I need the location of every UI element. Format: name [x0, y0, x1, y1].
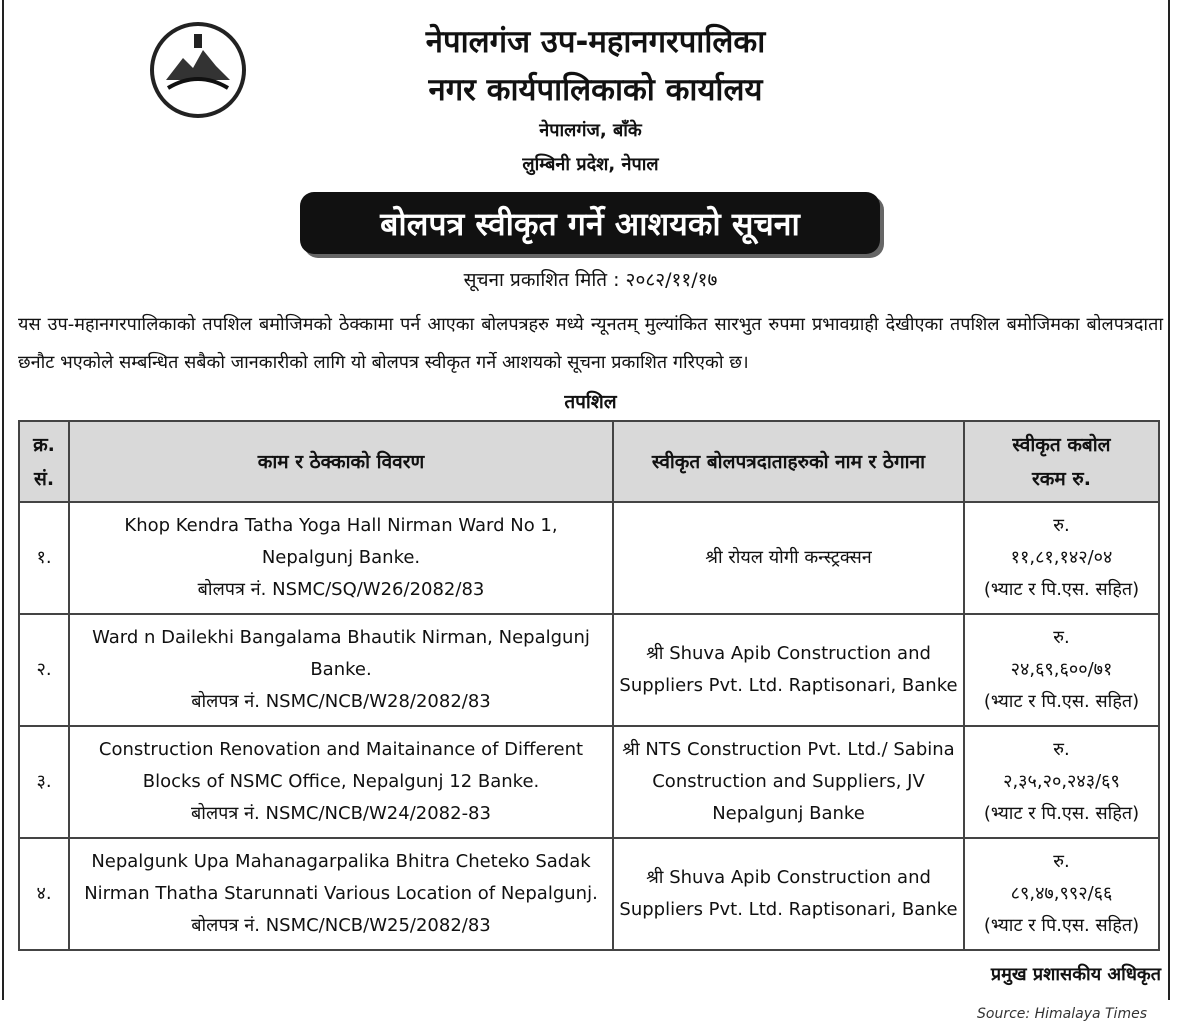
amount-note: (भ्याट र पि.एस. सहित) [983, 915, 1140, 936]
row-amount [964, 838, 1159, 950]
table-row [19, 614, 1159, 726]
currency: रु. [1053, 627, 1070, 648]
work-description: Khop Kendra Tatha Yoga Hall Nirman Ward No 1, Nepalgunj Banke. [124, 515, 558, 568]
amount: २,३५,२०,२४३/६९ [1003, 771, 1120, 792]
row-sn: ३. [19, 726, 69, 838]
col-sn: क्र. सं. [19, 421, 69, 502]
row-sn: १. [19, 502, 69, 614]
col-bidder: स्वीकृत बोलपत्रदाताहरुको नाम र ठेगाना [613, 421, 964, 502]
table-row [19, 726, 1159, 838]
amount: ११,८१,१४२/०४ [1010, 547, 1113, 568]
bid-number: बोलपत्र नं. NSMC/NCB/W25/2082/83 [191, 915, 491, 936]
publish-date: सूचना प्रकाशित मिति : २०८२/११/१७ [463, 269, 718, 291]
notice-paragraph: यस उप-महानगरपालिकाको तपशिल बमोजिमको ठेक्कामा पर्न आएका बोलपत्रहरु मध्ये न्यूनतम् मुल्यांकित सारभुत रुपमा प्रभावग्राही देखीएका तपशिल बमोजिमका बोलपत्रदाता छनौट भएकोले सम्बन्धित सबैको जानकारीको लागि यो बोलपत्र स्वीकृत गर्ने आशयको सूचना प्रकाशित गरिएको छ। [18, 314, 1163, 373]
amount-note: (भ्याट र पि.एस. सहित) [983, 691, 1140, 712]
office-name: नेपालगंज उप-महानगरपालिका [425, 24, 766, 60]
row-bidder: श्री रोयल योगी कन्स्ट्रक्सन [613, 502, 964, 614]
row-work [69, 502, 613, 614]
office-subtitle: नगर कार्यपालिकाको कार्यालय [428, 72, 763, 108]
section-heading: तपशिल [564, 391, 617, 413]
work-description: Ward n Dailekhi Bangalama Bhautik Nirman, Nepalgunj Banke. [92, 627, 590, 680]
amount-note: (भ्याट र पि.एस. सहित) [983, 579, 1140, 600]
row-amount [964, 726, 1159, 838]
office-location: नेपालगंज, बाँके [539, 120, 642, 141]
bid-number: बोलपत्र नं. NSMC/NCB/W28/2082/83 [191, 691, 491, 712]
row-bidder: श्री Shuva Apib Construction and Suppliers Pvt. Ltd. Raptisonari, Banke [613, 838, 964, 950]
row-sn: ४. [19, 838, 69, 950]
table-row [19, 838, 1159, 950]
bid-number: बोलपत्र नं. NSMC/SQ/W26/2082/83 [197, 579, 485, 600]
table-row [19, 502, 1159, 614]
bid-table [18, 420, 1160, 951]
col-amount: स्वीकृत कबोल रकम रु. [964, 421, 1159, 502]
notice-title: बोलपत्र स्वीकृत गर्ने आशयको सूचना [300, 192, 880, 254]
office-province: लुम्बिनी प्रदेश, नेपाल [522, 154, 659, 175]
source-credit: Source: Himalaya Times [977, 1006, 1147, 1022]
amount: २४,६९,६००/७१ [1010, 659, 1113, 680]
row-bidder: श्री NTS Construction Pvt. Ltd./ Sabina Construction and Suppliers, JV Nepalgunj Banke [613, 726, 964, 838]
row-amount [964, 502, 1159, 614]
row-bidder: श्री Shuva Apib Construction and Suppliers Pvt. Ltd. Raptisonari, Banke [613, 614, 964, 726]
bid-number: बोलपत्र नं. NSMC/NCB/W24/2082-83 [191, 803, 491, 824]
row-sn: २. [19, 614, 69, 726]
amount-note: (भ्याट र पि.एस. सहित) [983, 803, 1140, 824]
work-description: Nepalgunk Upa Mahanagarpalika Bhitra Cheteko Sadak Nirman Thatha Starunnati Various Location of Nepalgunj. [84, 851, 598, 904]
currency: रु. [1053, 851, 1070, 872]
row-work [69, 838, 613, 950]
row-amount [964, 614, 1159, 726]
amount: ८९,४७,९९२/६६ [1010, 883, 1113, 904]
row-work [69, 726, 613, 838]
currency: रु. [1053, 739, 1070, 760]
currency: रु. [1053, 515, 1070, 536]
row-work [69, 614, 613, 726]
work-description: Construction Renovation and Maitainance of Different Blocks of NSMC Office, Nepalgunj 12 Banke. [98, 739, 584, 792]
col-work: काम र ठेक्काको विवरण [69, 421, 613, 502]
signature: प्रमुख प्रशासकीय अधिकृत [990, 964, 1161, 985]
